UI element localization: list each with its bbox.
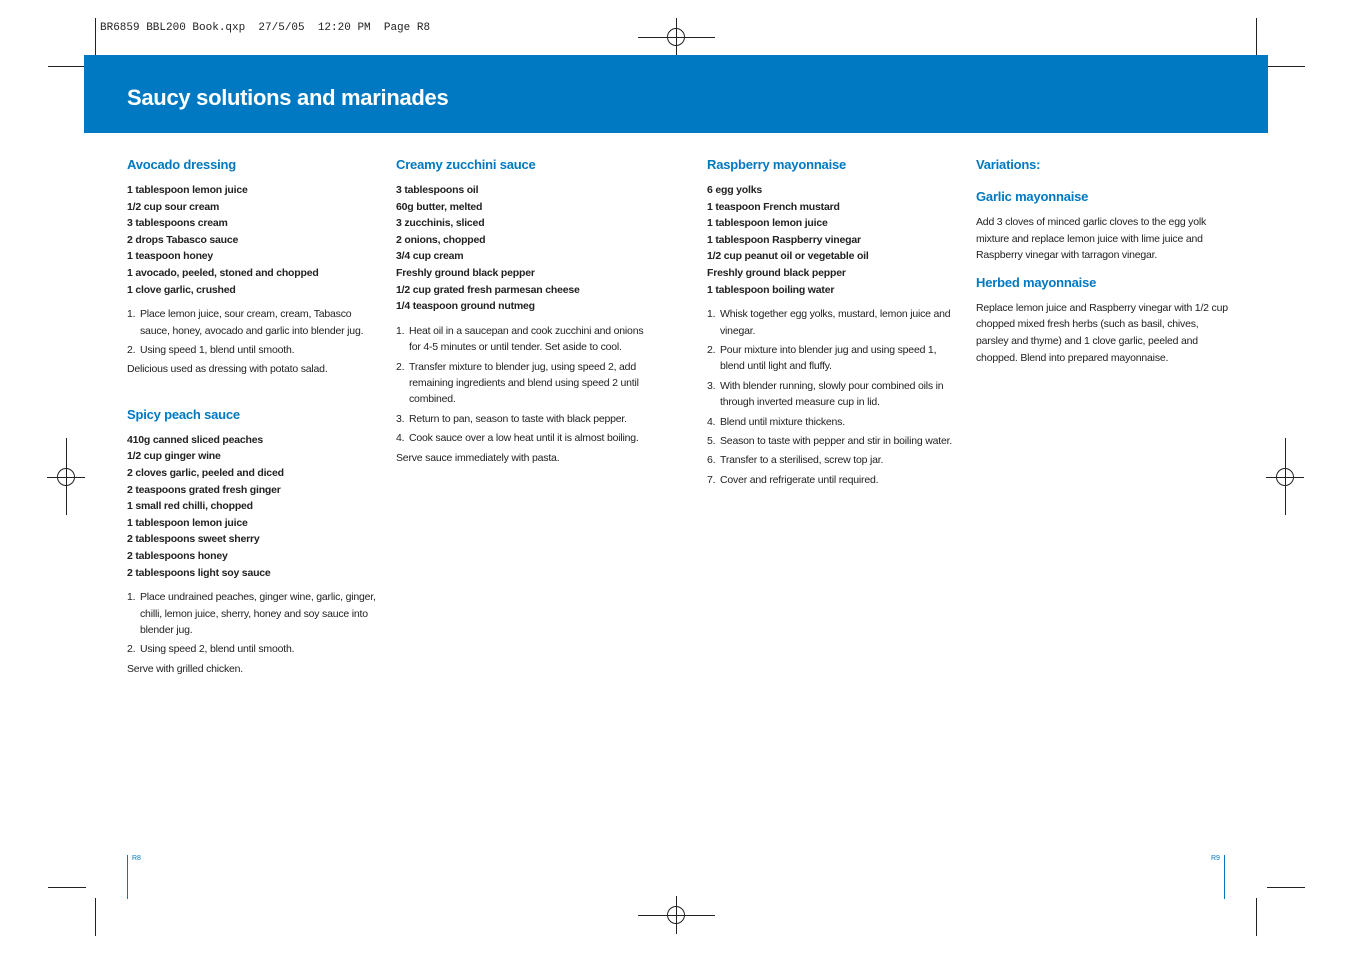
recipe-title: Creamy zucchini sauce	[396, 157, 536, 172]
ingredient: 3 tablespoons cream	[127, 217, 228, 230]
print-slug: BR6859 BBL200 Book.qxp 27/5/05 12:20 PM Page R8	[100, 22, 431, 34]
method-step: 5. Season to taste with pepper and stir in boiling water.	[707, 435, 953, 447]
ingredient: 1 teaspoon honey	[127, 250, 214, 263]
ingredient: 1/2 cup peanut oil or vegetable oil	[707, 250, 869, 263]
ingredient: 1/2 cup grated fresh parmesan cheese	[396, 283, 580, 296]
method-steps	[396, 323, 656, 447]
ingredient: 2 teaspoons grated fresh ginger	[127, 483, 281, 496]
method-step: 2. Pour mixture into blender jug and using speed 1, blend until light and fluffy.	[707, 343, 937, 373]
ingredient: 2 tablespoons sweet sherry	[127, 533, 260, 546]
recipe-raspberry-mayonnaise	[707, 156, 957, 488]
ingredient: 1 small red chilli, chopped	[127, 500, 253, 513]
recipe-avocado-dressing	[127, 156, 377, 378]
ingredient: 6 egg yolks	[707, 184, 762, 196]
ingredient-list	[707, 182, 957, 298]
ingredient: 2 tablespoons honey	[127, 549, 228, 562]
variation-title: Herbed mayonnaise	[976, 274, 1097, 290]
ingredient: 60g butter, melted	[396, 200, 483, 213]
column-1	[127, 156, 377, 677]
variation-text: Add 3 cloves of minced garlic cloves to the egg yolk mixture and replace lemon juice with lime juice and Raspberry vinegar with tarragon vinegar.	[976, 216, 1207, 262]
method-step: 6. Transfer to a sterilised, screw top jar.	[707, 454, 884, 467]
method-step: 2. Transfer mixture to blender jug, using speed 2, add remaining ingredients and blend using speed 2 until combined.	[396, 360, 639, 406]
ingredient: 2 tablespoons light soy sauce	[127, 566, 271, 579]
ingredient: 1 clove garlic, crushed	[127, 283, 236, 296]
page-number-left: R8	[132, 855, 141, 862]
ingredient: 2 drops Tabasco sauce	[127, 233, 239, 246]
ingredient: 2 onions, chopped	[396, 233, 486, 246]
variation-title: Garlic mayonnaise	[976, 189, 1089, 204]
page-rule-right	[1224, 855, 1225, 899]
method-step: 2. Using speed 1, blend until smooth.	[127, 343, 295, 356]
method-steps	[127, 306, 377, 358]
recipe-title: Spicy peach sauce	[127, 406, 240, 422]
page-number-right: R9	[1211, 855, 1220, 862]
ingredient: 3 zucchinis, sliced	[396, 217, 485, 230]
column-2	[396, 156, 656, 466]
variation-garlic-mayonnaise	[976, 188, 1231, 264]
recipe-note: Serve sauce immediately with pasta.	[396, 451, 560, 464]
ingredient: 3/4 cup cream	[396, 250, 464, 263]
method-step: 3. Return to pan, season to taste with black pepper.	[396, 412, 627, 425]
recipe-note: Serve with grilled chicken.	[127, 662, 243, 675]
recipe-title: Avocado dressing	[127, 157, 237, 172]
ingredient: 1 teaspoon French mustard	[707, 200, 840, 213]
ingredient: 1 tablespoon lemon juice	[127, 516, 248, 529]
variations-heading: Variations:	[976, 157, 1041, 172]
method-step: 3. With blender running, slowly pour combined oils in through inverted measure cup in lid.	[707, 379, 944, 409]
ingredient: Freshly ground black pepper	[707, 266, 846, 279]
column-4	[976, 156, 1231, 376]
column-3	[707, 156, 957, 491]
recipe-creamy-zucchini-sauce	[396, 156, 656, 466]
method-step: 4. Blend until mixture thickens.	[707, 415, 845, 428]
ingredient: 1 avocado, peeled, stoned and chopped	[127, 266, 319, 279]
method-steps	[707, 306, 957, 488]
page-title: Saucy solutions and marinades	[127, 85, 449, 110]
method-step: 4. Cook sauce over a low heat until it is almost boiling.	[396, 432, 639, 445]
ingredient: Freshly ground black pepper	[396, 266, 535, 279]
ingredient: 410g canned sliced peaches	[127, 433, 264, 446]
method-step: 7. Cover and refrigerate until required.	[707, 473, 879, 486]
ingredient: 1 tablespoon lemon juice	[127, 184, 248, 196]
ingredient: 1/4 teaspoon ground nutmeg	[396, 300, 535, 313]
recipe-spicy-peach-sauce	[127, 406, 377, 677]
method-step: 1. Whisk together egg yolks, mustard, lemon juice and vinegar.	[707, 308, 951, 337]
ingredient-list	[127, 182, 377, 298]
method-step: 1. Heat oil in a saucepan and cook zucchini and onions for 4-5 minutes or until tender. Set aside to cool.	[396, 324, 644, 354]
ingredient: 1/2 cup ginger wine	[127, 450, 221, 463]
ingredient: 1 tablespoon boiling water	[707, 283, 835, 296]
ingredient: 3 tablespoons oil	[396, 184, 479, 196]
page-rule-left	[127, 855, 128, 899]
method-steps	[127, 589, 377, 658]
ingredient-list	[127, 432, 377, 581]
ingredient: 1 tablespoon Raspberry vinegar	[707, 233, 861, 246]
method-step: 1. Place undrained peaches, ginger wine, garlic, ginger, chilli, lemon juice, sherry, honey and soy sauce into blender jug.	[127, 591, 376, 636]
recipe-note: Delicious used as dressing with potato salad.	[127, 363, 328, 376]
recipe-title: Raspberry mayonnaise	[707, 157, 847, 172]
variation-text: Replace lemon juice and Raspberry vinegar with 1/2 cup chopped mixed fresh herbs (such as basil, chives, parsley and thyme) and 1 clove garlic, peeled and chopped. Blend into prepared mayonnaise.	[976, 301, 1228, 364]
variation-herbed-mayonnaise	[976, 274, 1231, 366]
ingredient-list	[396, 182, 656, 315]
method-step: 1. Place lemon juice, sour cream, cream, Tabasco sauce, honey, avocado and garlic into blender jug.	[127, 308, 364, 337]
title-banner	[84, 55, 1268, 133]
ingredient: 1 tablespoon lemon juice	[707, 217, 828, 230]
method-step: 2. Using speed 2, blend until smooth.	[127, 643, 295, 656]
ingredient: 2 cloves garlic, peeled and diced	[127, 466, 284, 479]
ingredient: 1/2 cup sour cream	[127, 200, 220, 213]
